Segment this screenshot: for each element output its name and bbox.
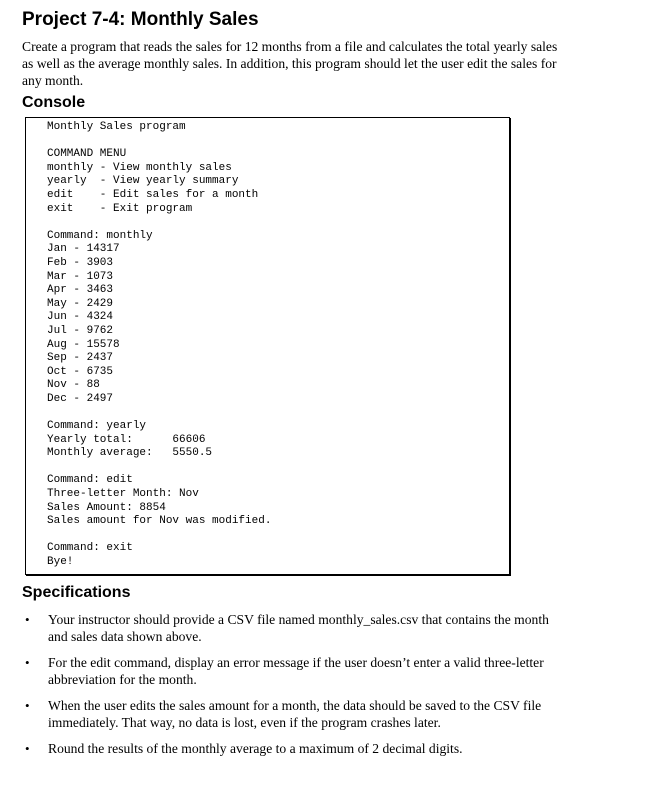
console-line: Jul - 9762 [47, 324, 114, 337]
console-line: Oct - 6735 [47, 365, 114, 378]
console-line: Mar - 1073 [47, 270, 114, 283]
console-line: Sep - 2437 [47, 352, 114, 365]
page-title: Project 7-4: Monthly Sales [22, 9, 259, 30]
console-heading: Console [22, 94, 86, 111]
console-blank-line [47, 406, 509, 420]
console-line: Monthly Sales program [47, 121, 186, 133]
console-line: Feb - 3903 [47, 256, 114, 269]
intro-paragraph: Create a program that reads the sales for 12 months from a file and calculates the total yearly sales as well as the average monthly sales. In addition, this program should let the user edit the sales for any month. [22, 39, 558, 88]
console-line: Nov - 88 [47, 379, 100, 392]
console-line: exit - Exit program [47, 202, 193, 215]
console-line: Jun - 4324 [47, 311, 114, 324]
console-line: yearly - View yearly summary [47, 175, 239, 188]
console-line: Aug - 15578 [47, 338, 120, 351]
console-line: Bye! [47, 556, 74, 568]
console-blank-line [47, 461, 509, 475]
specifications-list [22, 611, 642, 757]
console-blank-line [47, 216, 509, 230]
specification-item [22, 611, 558, 645]
console-line: COMMAND MENU [47, 148, 127, 161]
console-line: Monthly average: 5550.5 [47, 447, 213, 460]
console-line: Command: monthly [47, 229, 153, 242]
bullet-icon: • [25, 611, 30, 627]
console-line: Three-letter Month: Nov [47, 488, 199, 501]
specification-text: Round the results of the monthly average to a maximum of 2 decimal digits. [48, 740, 463, 756]
console-line: Yearly total: 66606 [47, 433, 206, 446]
specifications-heading: Specifications [22, 583, 131, 601]
console-blank-line [47, 135, 509, 149]
specification-text: Your instructor should provide a CSV file named monthly_sales.csv that contains the month and sales data shown above. [48, 611, 549, 644]
console-output [25, 117, 510, 575]
project-page [22, 8, 642, 766]
bullet-icon: • [25, 697, 30, 713]
console-line: Command: yearly [47, 420, 147, 433]
specification-item [22, 740, 558, 757]
console-line: Jan - 14317 [47, 243, 120, 256]
specification-item [22, 654, 558, 688]
specification-text: For the edit command, display an error message if the user doesn’t enter a valid three-letter abbreviation for the month. [48, 654, 544, 687]
specification-item [22, 697, 558, 731]
console-line: monthly - View monthly sales [47, 161, 232, 174]
bullet-icon: • [25, 654, 30, 670]
console-line: Sales Amount: 8854 [47, 501, 166, 514]
bullet-icon: • [25, 740, 30, 756]
console-line: edit - Edit sales for a month [47, 188, 259, 201]
console-line: May - 2429 [47, 297, 114, 310]
console-line: Apr - 3463 [47, 284, 114, 297]
console-line: Sales amount for Nov was modified. [47, 515, 272, 528]
console-line: Command: exit [47, 542, 133, 555]
specification-text: When the user edits the sales amount for a month, the data should be saved to the CSV file immediately. That way, no data is lost, even if the program crashes later. [48, 697, 542, 730]
console-blank-line [47, 529, 509, 543]
console-line: Dec - 2497 [47, 392, 114, 405]
console-line: Command: edit [47, 474, 133, 487]
